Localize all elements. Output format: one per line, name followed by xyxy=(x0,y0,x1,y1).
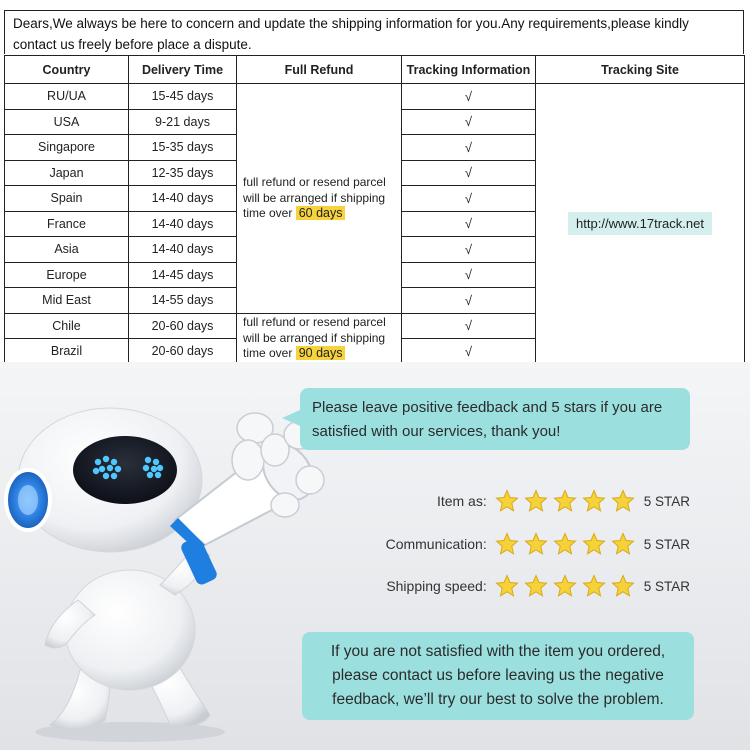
country-cell: Mid East xyxy=(5,288,129,314)
header-full-refund: Full Refund xyxy=(237,56,402,84)
delivery-time-cell: 15-35 days xyxy=(129,135,237,161)
delivery-time-cell: 20-60 days xyxy=(129,313,237,339)
shipping-table xyxy=(4,55,745,365)
delivery-time-cell: 14-40 days xyxy=(129,237,237,263)
tracking-check: √ xyxy=(402,160,536,186)
shipping-info-section xyxy=(0,0,750,360)
tracking-check: √ xyxy=(402,288,536,314)
star-icon xyxy=(495,574,519,598)
country-cell: Spain xyxy=(5,186,129,212)
country-cell: Japan xyxy=(5,160,129,186)
tracking-check: √ xyxy=(402,135,536,161)
not-satisfied-bubble: If you are not satisfied with the item you ordered, please contact us before leaving us the negative feedback, we’ll try our best to solve the problem. xyxy=(302,632,694,720)
star-icon xyxy=(611,532,635,556)
header-tracking-information: Tracking Information xyxy=(402,56,536,84)
delivery-time-cell: 9-21 days xyxy=(129,109,237,135)
tracking-check: √ xyxy=(402,237,536,263)
rating-label: Item as: xyxy=(436,493,487,509)
country-cell: USA xyxy=(5,109,129,135)
tracking-check: √ xyxy=(402,262,536,288)
star-icon xyxy=(582,532,606,556)
rating-value: 5 STAR xyxy=(643,578,690,594)
star-icon xyxy=(611,489,635,513)
rating-value: 5 STAR xyxy=(643,493,690,509)
star-icon xyxy=(611,574,635,598)
delivery-time-cell: 12-35 days xyxy=(129,160,237,186)
refund-text: full refund or resend parcel will be arranged if shipping time over xyxy=(243,315,386,361)
star-icon xyxy=(553,574,577,598)
tracking-check: √ xyxy=(402,109,536,135)
tracking-check: √ xyxy=(402,84,536,110)
delivery-time-cell: 14-55 days xyxy=(129,288,237,314)
tracking-site-link[interactable]: http://www.17track.net xyxy=(568,212,712,235)
rating-row-shipping-speed xyxy=(386,571,690,601)
star-icon xyxy=(524,574,548,598)
shipping-notice: Dears,We always be here to concern and update the shipping information for you.Any requirements,please kindly contact us freely before place a dispute. xyxy=(4,10,744,54)
rating-row-item xyxy=(437,486,690,516)
feedback-request-bubble: Please leave positive feedback and 5 stars if you are satisfied with our services, thank you! xyxy=(300,388,690,450)
country-cell: Singapore xyxy=(5,135,129,161)
header-tracking-site: Tracking Site xyxy=(536,56,745,84)
rating-value: 5 STAR xyxy=(643,536,690,552)
refund-highlight-60: 60 days xyxy=(296,206,346,220)
star-icon xyxy=(582,574,606,598)
country-cell: Asia xyxy=(5,237,129,263)
table-header-row xyxy=(5,56,745,84)
tracking-check: √ xyxy=(402,339,536,365)
delivery-time-cell: 15-45 days xyxy=(129,84,237,110)
tracking-check: √ xyxy=(402,211,536,237)
star-icon xyxy=(495,489,519,513)
rating-label: Shipping speed: xyxy=(386,578,487,594)
delivery-time-cell: 14-40 days xyxy=(129,211,237,237)
star-icon xyxy=(553,532,577,556)
tracking-check: √ xyxy=(402,186,536,212)
full-refund-cell-90 xyxy=(237,313,402,364)
delivery-time-cell: 20-60 days xyxy=(129,339,237,365)
country-cell: Europe xyxy=(5,262,129,288)
rating-label: Communication: xyxy=(385,536,487,552)
star-icon xyxy=(582,489,606,513)
header-country: Country xyxy=(5,56,129,84)
rating-row-communication xyxy=(386,529,690,559)
refund-highlight-90: 90 days xyxy=(296,346,346,360)
tracking-site-cell xyxy=(536,84,745,365)
country-cell: Brazil xyxy=(5,339,129,365)
header-delivery-time: Delivery Time xyxy=(129,56,237,84)
full-refund-cell-60 xyxy=(237,84,402,314)
star-icon xyxy=(524,532,548,556)
country-cell: Chile xyxy=(5,313,129,339)
star-icon xyxy=(524,489,548,513)
country-cell: RU/UA xyxy=(5,84,129,110)
country-cell: France xyxy=(5,211,129,237)
star-icon xyxy=(553,489,577,513)
tracking-check: √ xyxy=(402,313,536,339)
delivery-time-cell: 14-45 days xyxy=(129,262,237,288)
star-icon xyxy=(495,532,519,556)
delivery-time-cell: 14-40 days xyxy=(129,186,237,212)
table-row xyxy=(5,84,745,110)
refund-text: full refund or resend parcel will be arranged if shipping time over xyxy=(243,175,386,220)
